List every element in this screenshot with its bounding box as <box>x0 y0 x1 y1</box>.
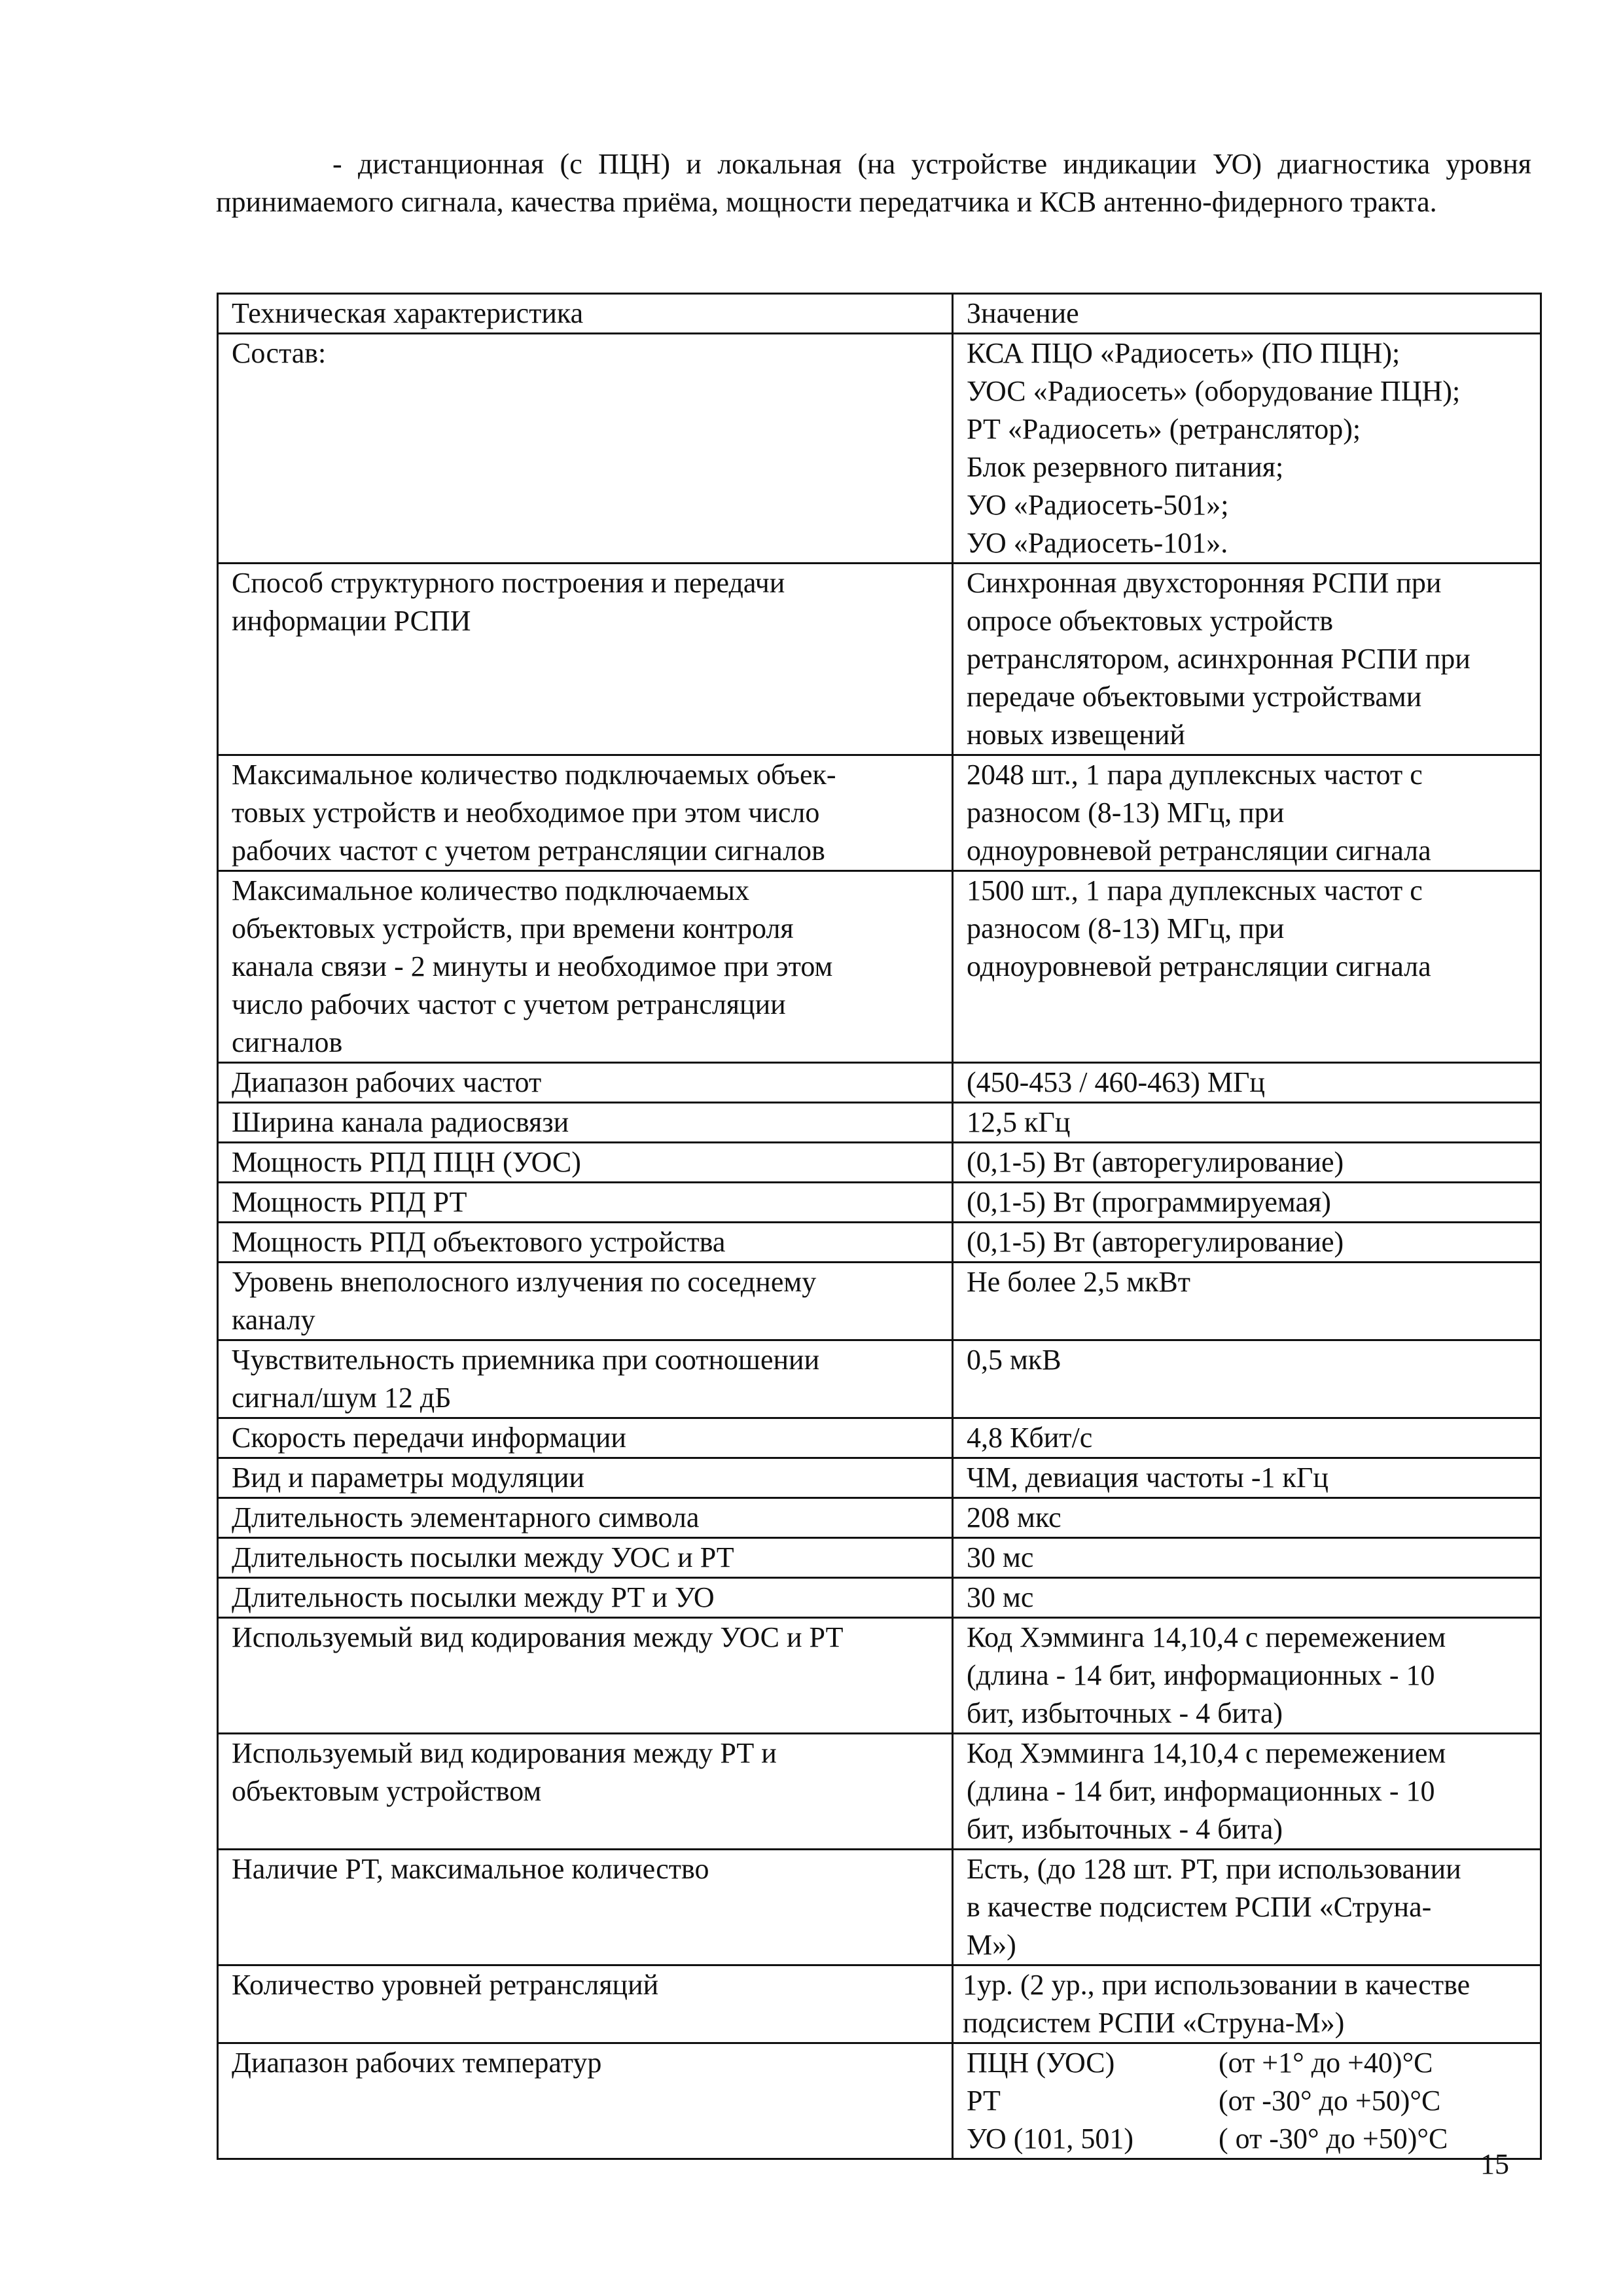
value-line: в качестве подсистем РСПИ «Струна- <box>967 1891 1432 1923</box>
param-line: канала связи - 2 минуты и необходимое при этом <box>232 950 833 982</box>
param-line: Уровень внеполосного излучения по соседнему <box>232 1266 817 1298</box>
param-line: Мощность РПД объектового устройства <box>232 1226 726 1258</box>
value-line: разносом (8-13) МГц, при <box>967 797 1285 829</box>
value-line: Синхронная двухсторонняя РСПИ при <box>967 567 1442 599</box>
param-line: Используемый вид кодирования между УОС и РТ <box>232 1621 844 1653</box>
table-row <box>218 1850 1541 1965</box>
table-row <box>218 1498 1541 1538</box>
table-row <box>218 1458 1541 1498</box>
temperature-entry <box>967 2082 1532 2120</box>
value-line: 12,5 кГц <box>967 1106 1071 1138</box>
param-line: Способ структурного построения и передачи <box>232 567 785 599</box>
value-cell <box>953 1103 1541 1143</box>
table-row <box>218 1143 1541 1183</box>
value-line: (0,1-5) Вт (авторегулирование) <box>967 1146 1344 1178</box>
table-row <box>218 1183 1541 1223</box>
table-row <box>218 1578 1541 1618</box>
value-line: бит, избыточных - 4 бита) <box>967 1697 1283 1729</box>
temperature-range: (от -30° до +50)°С <box>1219 2085 1441 2117</box>
value-line: М») <box>967 1929 1016 1961</box>
value-cell <box>953 1223 1541 1263</box>
param-cell <box>218 1538 953 1578</box>
temperature-range: (от +1° до +40)°С <box>1219 2047 1433 2079</box>
param-line: Наличие РТ, максимальное количество <box>232 1853 709 1885</box>
header-value: Значение <box>953 294 1541 334</box>
value-line: (длина - 14 бит, информационных - 10 <box>967 1659 1435 1691</box>
table-row <box>218 1340 1541 1418</box>
table-row <box>218 1263 1541 1340</box>
value-cell <box>953 1538 1541 1578</box>
param-line: Используемый вид кодирования между РТ и <box>232 1737 777 1769</box>
param-line: Максимальное количество подключаемых объек- <box>232 759 836 791</box>
value-line: ретранслятором, асинхронная РСПИ при <box>967 643 1471 675</box>
param-line: Чувствительность приемника при соотношении <box>232 1344 820 1376</box>
param-cell <box>218 1063 953 1103</box>
param-line: каналу <box>232 1304 315 1336</box>
value-cell <box>953 1498 1541 1538</box>
param-cell <box>218 755 953 871</box>
device-name: РТ <box>967 2085 1001 2117</box>
param-cell: Диапазон рабочих температур <box>218 2043 953 2159</box>
param-cell <box>218 1618 953 1734</box>
param-line: объектовых устройств, при времени контроля <box>232 912 794 944</box>
param-line: Максимальное количество подключаемых <box>232 874 749 906</box>
param-line: Мощность РПД РТ <box>232 1186 467 1218</box>
value-line: (0,1-5) Вт (программируемая) <box>967 1186 1331 1218</box>
value-line: одноуровневой ретрансляции сигнала <box>967 834 1431 867</box>
table-row <box>218 1223 1541 1263</box>
device-name: ПЦН (УОС) <box>967 2047 1115 2079</box>
param-cell <box>218 1340 953 1418</box>
value-line: 1500 шт., 1 пара дуплексных частот с <box>967 874 1423 906</box>
value-cell <box>953 1143 1541 1183</box>
value-line: (0,1-5) Вт (авторегулирование) <box>967 1226 1344 1258</box>
value-cell <box>953 1183 1541 1223</box>
param-cell <box>218 1263 953 1340</box>
table-row <box>218 1063 1541 1103</box>
param-cell <box>218 1734 953 1850</box>
value-line: передаче объектовыми устройствами <box>967 681 1422 713</box>
value-cell <box>953 1458 1541 1498</box>
table-header-row <box>218 294 1541 334</box>
value-cell <box>953 1063 1541 1103</box>
table-row <box>218 564 1541 755</box>
value-line: УОС «Радиосеть» (оборудование ПЦН); <box>967 375 1461 407</box>
table-row <box>218 1418 1541 1458</box>
temperature-entry <box>967 2044 1532 2082</box>
value-line: КСА ПЦО «Радиосеть» (ПО ПЦН); <box>967 337 1400 369</box>
param-cell <box>218 1965 953 2043</box>
value-line: ЧМ, девиация частоты -1 кГц <box>967 1462 1329 1494</box>
value-line: 208 мкс <box>967 1501 1061 1534</box>
param-line: информации РСПИ <box>232 605 471 637</box>
device-name: УО (101, 501) <box>967 2123 1134 2155</box>
table-row <box>218 1538 1541 1578</box>
param-line: объектовым устройством <box>232 1775 542 1807</box>
temperature-entry <box>967 2120 1532 2158</box>
param-cell <box>218 871 953 1063</box>
table-row <box>218 1734 1541 1850</box>
value-cell <box>953 334 1541 564</box>
param-line: сигналов <box>232 1026 343 1058</box>
value-cell <box>953 1340 1541 1418</box>
table-row <box>218 334 1541 564</box>
param-line: Количество уровней ретрансляций <box>232 1969 659 2001</box>
value-line: Код Хэмминга 14,10,4 с перемежением <box>967 1737 1446 1769</box>
value-line: УО «Радиосеть-501»; <box>967 489 1229 521</box>
value-line: 2048 шт., 1 пара дуплексных частот с <box>967 759 1423 791</box>
param-line: товых устройств и необходимое при этом число <box>232 797 820 829</box>
value-cell <box>953 1850 1541 1965</box>
param-line: Состав: <box>232 337 327 369</box>
spec-table <box>217 293 1542 2160</box>
value-line: (длина - 14 бит, информационных - 10 <box>967 1775 1435 1807</box>
intro-paragraph: - дистанционная (с ПЦН) и локальная (на устройстве индикации УО) диагностика уровня принимаемого сигнала, качества приёма, мощности передатчика и КСВ антенно-фидерного тракта. <box>216 148 1531 218</box>
param-cell <box>218 1578 953 1618</box>
param-cell <box>218 1458 953 1498</box>
value-line: подсистем РСПИ «Струна-М») <box>963 2007 1345 2039</box>
table-row <box>218 1618 1541 1734</box>
value-line: 30 мс <box>967 1541 1034 1573</box>
param-line: Вид и параметры модуляции <box>232 1462 584 1494</box>
value-cell <box>953 1263 1541 1340</box>
param-line: Длительность посылки между РТ и УО <box>232 1581 715 1613</box>
value-cell <box>953 1578 1541 1618</box>
value-line: РТ «Радиосеть» (ретранслятор); <box>967 413 1361 445</box>
value-cell <box>953 564 1541 755</box>
table-row <box>218 1965 1541 2043</box>
value-line: разносом (8-13) МГц, при <box>967 912 1285 944</box>
param-line: сигнал/шум 12 дБ <box>232 1382 452 1414</box>
param-cell <box>218 564 953 755</box>
table-row <box>218 871 1541 1063</box>
param-cell <box>218 334 953 564</box>
value-cell <box>953 1965 1541 2043</box>
table-row <box>218 1103 1541 1143</box>
value-line: 4,8 Кбит/с <box>967 1422 1093 1454</box>
table-row <box>218 755 1541 871</box>
param-cell <box>218 1223 953 1263</box>
param-line: Ширина канала радиосвязи <box>232 1106 569 1138</box>
value-line: Не более 2,5 мкВт <box>967 1266 1190 1298</box>
param-line: Мощность РПД ПЦН (УОС) <box>232 1146 581 1178</box>
page-number: 15 <box>1480 2148 1509 2180</box>
param-cell <box>218 1418 953 1458</box>
param-line: Скорость передачи информации <box>232 1422 626 1454</box>
param-line: Длительность элементарного символа <box>232 1501 700 1534</box>
param-cell <box>218 1850 953 1965</box>
param-line: число рабочих частот с учетом ретрансляции <box>232 988 786 1020</box>
spec-table-body <box>218 294 1541 2159</box>
temperature-range: ( от -30° до +50)°С <box>1219 2123 1448 2155</box>
value-line: опросе объектовых устройств <box>967 605 1333 637</box>
value-cell <box>953 871 1541 1063</box>
param-cell <box>218 1143 953 1183</box>
value-cell <box>953 1618 1541 1734</box>
value-line: Код Хэмминга 14,10,4 с перемежением <box>967 1621 1446 1653</box>
param-cell <box>218 1183 953 1223</box>
value-cell <box>953 1418 1541 1458</box>
param-line: рабочих частот с учетом ретрансляции сигналов <box>232 834 825 867</box>
value-line: бит, избыточных - 4 бита) <box>967 1813 1283 1845</box>
value-cell <box>953 1734 1541 1850</box>
value-line: (450-453 / 460-463) МГц <box>967 1066 1265 1098</box>
value-line: 1ур. (2 ур., при использовании в качестве <box>963 1969 1471 2001</box>
value-line: 0,5 мкВ <box>967 1344 1061 1376</box>
param-cell <box>218 1103 953 1143</box>
param-line: Диапазон рабочих частот <box>232 1066 542 1098</box>
value-line: УО «Радиосеть-101». <box>967 527 1228 559</box>
header-param: Техническая характеристика <box>218 294 953 334</box>
value-line: Блок резервного питания; <box>967 451 1284 483</box>
value-line: новых извещений <box>967 719 1185 751</box>
temperature-row <box>218 2043 1541 2159</box>
value-line: одноуровневой ретрансляции сигнала <box>967 950 1431 982</box>
param-line: Длительность посылки между УОС и РТ <box>232 1541 734 1573</box>
value-cell <box>953 2043 1541 2159</box>
param-cell <box>218 1498 953 1538</box>
value-line: Есть, (до 128 шт. РТ, при использовании <box>967 1853 1461 1885</box>
value-cell <box>953 755 1541 871</box>
value-line: 30 мс <box>967 1581 1034 1613</box>
